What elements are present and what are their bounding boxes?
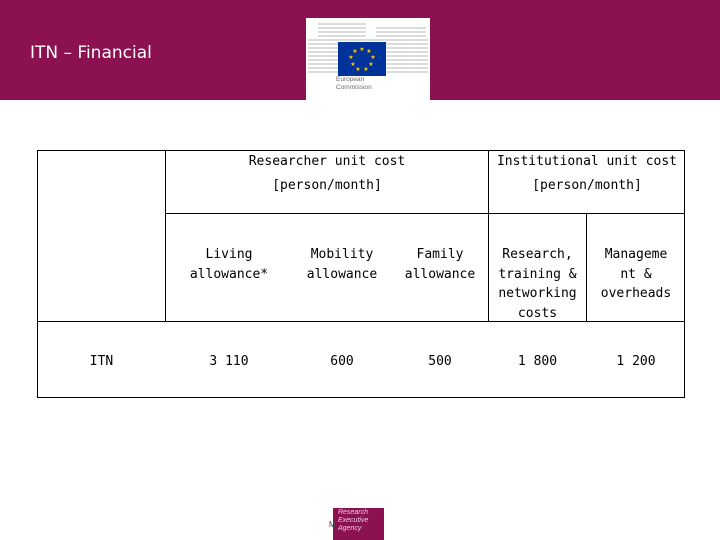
- table-divider: [165, 213, 685, 214]
- value-family-allowance: 500: [428, 354, 452, 369]
- slide-title: ITN – Financial: [30, 43, 152, 63]
- column-header-line: allowance: [404, 266, 476, 282]
- ec-logo-text-line2: Commission: [336, 84, 372, 91]
- column-header-line: allowance*: [189, 266, 269, 282]
- ec-logo-text-line1: European: [336, 76, 365, 83]
- svg-text:★: ★: [359, 46, 365, 53]
- group-header-institutional: [489, 152, 685, 195]
- agency-logo-text: [338, 509, 384, 533]
- column-header-line: networking: [498, 286, 577, 301]
- svg-text:★: ★: [370, 54, 376, 61]
- column-header-line: allowance: [306, 266, 378, 282]
- table-divider: [37, 321, 685, 322]
- svg-text:★: ★: [368, 61, 374, 68]
- svg-text:★: ★: [363, 66, 369, 73]
- column-header-line: costs: [517, 305, 558, 321]
- agency-logo-text-line: Executive: [338, 517, 369, 524]
- svg-text:★: ★: [348, 54, 354, 61]
- column-header-line: overheads: [600, 286, 672, 301]
- agency-logo-text-line: Research: [338, 509, 368, 516]
- group-header-line: [person/month]: [272, 177, 382, 193]
- column-header-line: training &: [498, 266, 577, 282]
- value-research-costs: 1 800: [517, 354, 558, 369]
- column-header-management-overheads: [587, 245, 685, 304]
- svg-text:★: ★: [355, 66, 361, 73]
- group-header-line: Researcher unit cost: [248, 154, 406, 169]
- column-header-line: Family: [416, 247, 464, 262]
- column-header-line: Living: [205, 247, 253, 262]
- group-header-researcher: [166, 152, 488, 195]
- value-living-allowance: 3 110: [209, 354, 249, 369]
- column-header-line: Mobility: [310, 247, 374, 262]
- column-header-research-costs: [489, 245, 586, 323]
- ec-logo-text: [336, 76, 396, 92]
- group-header-line: [person/month]: [532, 177, 642, 193]
- column-header-family-allowance: [392, 245, 488, 284]
- column-header-line: nt &: [620, 266, 652, 282]
- svg-text:★: ★: [350, 61, 356, 68]
- column-header-living-allowance: [166, 245, 292, 284]
- value-management-overheads: 1 200: [616, 354, 656, 369]
- column-header-line: Research,: [502, 247, 573, 262]
- column-header-line: Manageme: [604, 247, 668, 262]
- group-header-line: Institutional unit cost: [496, 154, 677, 169]
- row-label-itn: ITN: [89, 354, 114, 369]
- column-header-mobility-allowance: [292, 245, 392, 284]
- page-label: M: [329, 520, 336, 529]
- agency-logo-text-line: Agency: [338, 525, 362, 532]
- svg-text:★: ★: [352, 48, 358, 55]
- value-mobility-allowance: 600: [330, 354, 354, 369]
- svg-text:★: ★: [366, 48, 372, 55]
